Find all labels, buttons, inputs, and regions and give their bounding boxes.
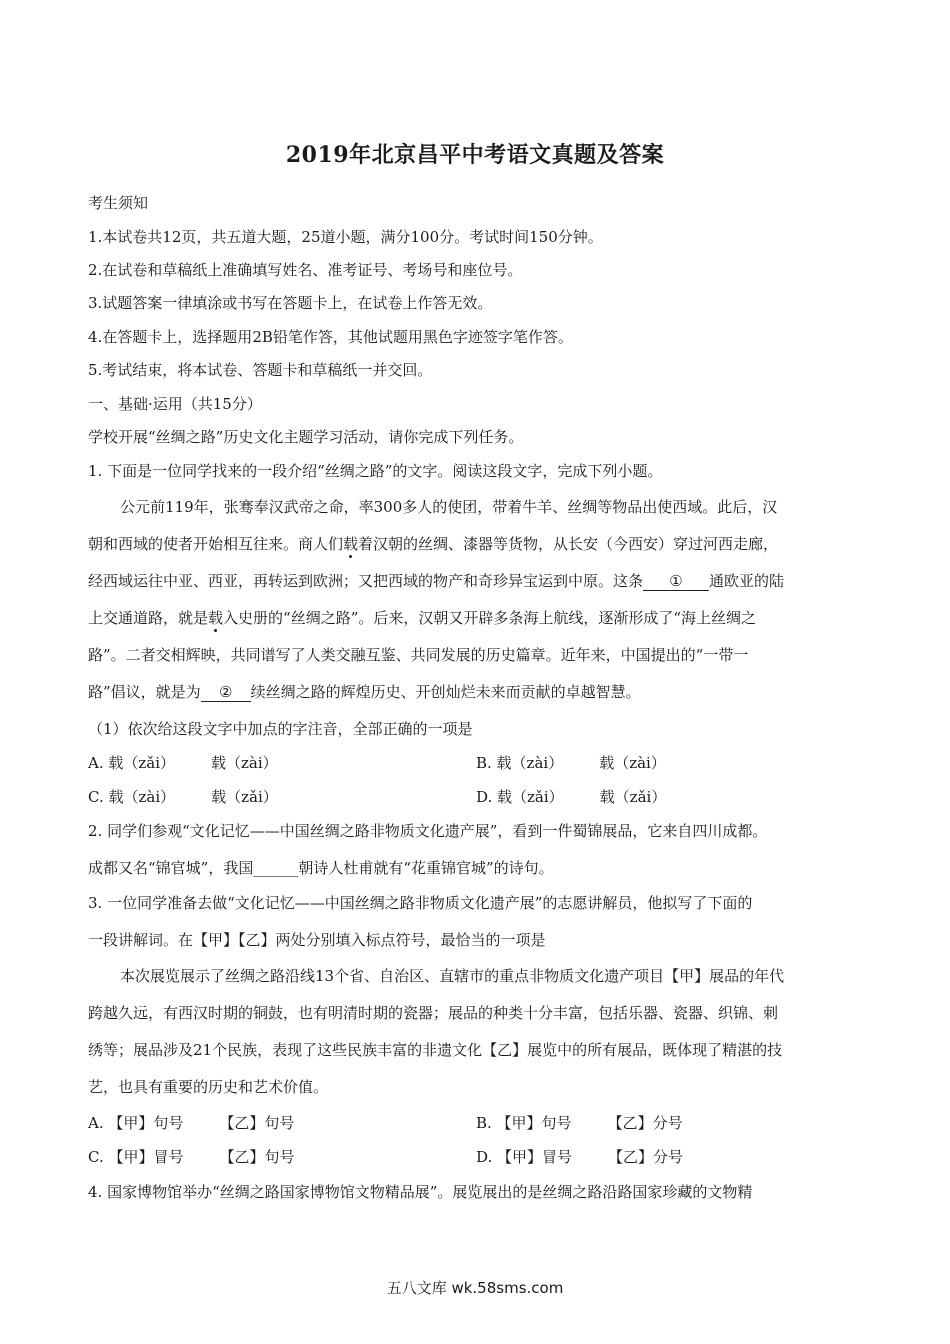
question-2: 2. 同学们参观“文化记忆——中国丝绸之路非物质文化遗产展”，看到一件蜀锦展品，它来自四川成都。 <box>88 822 768 840</box>
notice-item: 2.在试卷和草稿纸上准确填写姓名、准考证号、考场号和座位号。 <box>88 261 523 279</box>
notice-item: 5.考试结束，将本试卷、答题卡和草稿纸一并交回。 <box>88 361 433 379</box>
question-2: 成都又名“锦官城”，我国______朝诗人杜甫就有“花重锦官城”的诗句。 <box>88 859 554 877</box>
option-b: B. 载（zài） 载（zài） <box>476 754 666 772</box>
fill-blank-2: ② <box>201 683 251 702</box>
section-intro: 学校开展“丝绸之路”历史文化主题学习活动，请你完成下列任务。 <box>88 428 524 446</box>
option-a: A. 【甲】句号 【乙】句号 <box>88 1114 295 1132</box>
passage-line: 上交通道路，就是载入史册的“丝绸之路”。后来，汉朝又开辟多条海上航线，逐渐形成了“海上丝绸之 <box>88 609 757 627</box>
passage-line: 经西域运往中亚、西亚，再转运到欧洲；又把西域的物产和奇珍异宝运到中原。这条 ① 通欧亚的陆 <box>88 572 785 590</box>
option-d: D. 【甲】冒号 【乙】分号 <box>476 1148 684 1166</box>
passage-line: 本次展览展示了丝绸之路沿线13个省、自治区、直辖市的重点非物质文化遗产项目【甲】展品的年代 <box>120 967 785 985</box>
section-heading: 一、基础·运用（共15分） <box>88 395 262 413</box>
passage-line: 跨越久远，有西汉时期的铜鼓，也有明清时期的瓷器；展品的种类十分丰富，包括乐器、瓷器、织锦、刺 <box>88 1004 779 1022</box>
dotted-char: 载 <box>343 535 359 553</box>
question-4: 4. 国家博物馆举办“丝绸之路国家博物馆文物精品展”。展览展出的是丝绸之路沿路国家珍藏的文物精 <box>88 1183 753 1201</box>
fill-blank-1: ① <box>643 572 709 591</box>
passage-line: 朝和西域的使者开始相互往来。商人们载着汉朝的丝绸、漆器等货物，从长安（今西安）穿过河西走廊， <box>88 535 779 553</box>
notice-heading: 考生须知 <box>88 194 149 212</box>
passage-line: 艺，也具有重要的历史和艺术价值。 <box>88 1078 329 1096</box>
passage-line: 路”倡议，就是为 ② 续丝绸之路的辉煌历史、开创灿烂未来而贡献的卓越智慧。 <box>88 683 641 701</box>
option-c: C. 载（zài） 载（zǎi） <box>88 788 278 806</box>
notice-item: 4.在答题卡上，选择题用2B铅笔作答，其他试题用黑色字迹签字笔作答。 <box>88 328 573 346</box>
option-a: A. 载（zǎi） 载（zài） <box>88 754 278 772</box>
subquestion-1: （1）依次给这段文字中加点的字注音，全部正确的一项是 <box>88 720 473 738</box>
notice-item: 1.本试卷共12页，共五道大题，25道小题，满分100分。考试时间150分钟。 <box>88 228 603 246</box>
passage-line: 路”。二者交相辉映，共同谱写了人类交融互鉴、共同发展的历史篇章。近年来，中国提出的“一带一 <box>88 646 749 664</box>
page-title: 2019年北京昌平中考语文真题及答案 <box>285 142 665 168</box>
option-b: B. 【甲】句号 【乙】分号 <box>476 1114 683 1132</box>
question-1-stem: 1. 下面是一位同学找来的一段介绍“丝绸之路”的文字。阅读这段文字，完成下列小题。 <box>88 462 663 480</box>
question-3: 3. 一位同学准备去做“文化记忆——中国丝绸之路非物质文化遗产展”的志愿讲解员，他拟写了下面的 <box>88 894 753 912</box>
question-3: 一段讲解词。在【甲】【乙】两处分别填入标点符号，最恰当的一项是 <box>88 931 546 949</box>
passage-line: 绣等；展品涉及21个民族，表现了这些民族丰富的非遗文化【乙】展览中的所有展品，既体现了精湛的技 <box>88 1041 783 1059</box>
passage-line: 公元前119年，张骞奉汉武帝之命，率300多人的使团，带着牛羊、丝绸等物品出使西域。此后，汉 <box>120 498 778 516</box>
option-c: C. 【甲】冒号 【乙】句号 <box>88 1148 295 1166</box>
notice-item: 3.试题答案一律填涂或书写在答题卡上，在试卷上作答无效。 <box>88 294 493 312</box>
footer-watermark: 五八文库 wk.58sms.com <box>386 1279 564 1297</box>
option-d: D. 载（zǎi） 载（zǎi） <box>476 788 667 806</box>
dotted-char: 载 <box>208 609 224 627</box>
